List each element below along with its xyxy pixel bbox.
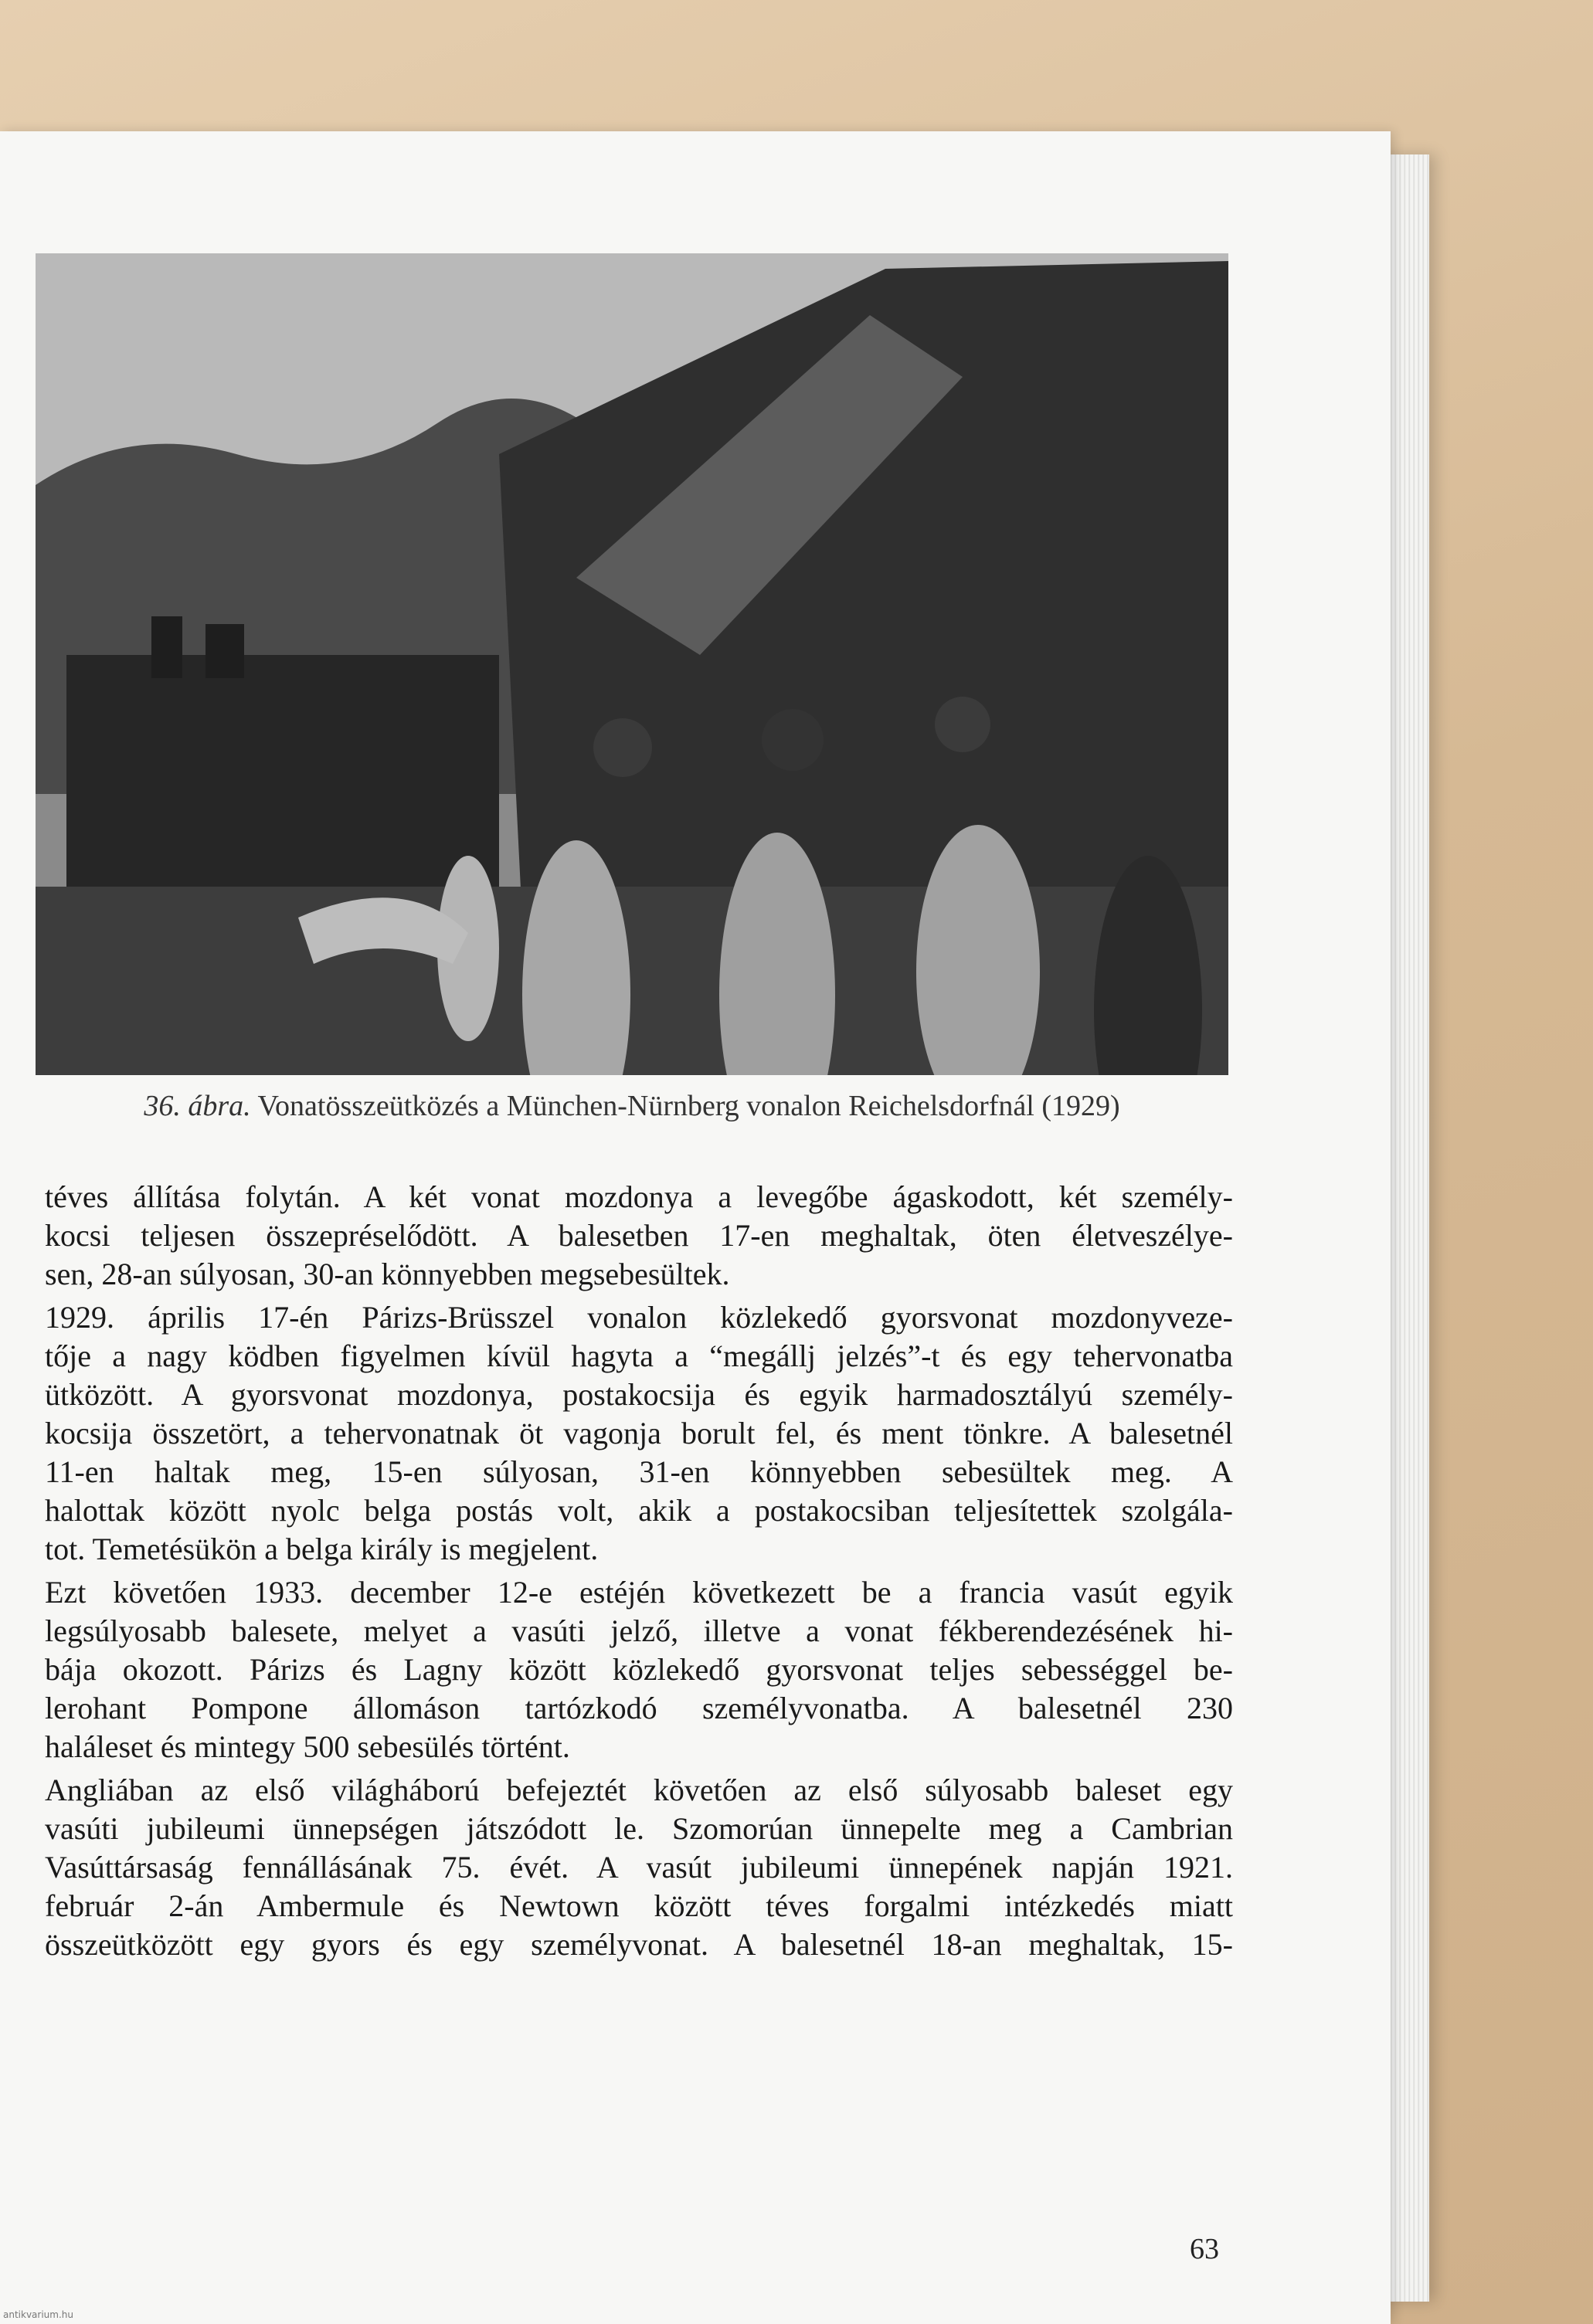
text-line: Angliában az első világháború befejeztét követően az első súlyosabb baleset egy	[45, 1773, 1233, 1807]
paragraph	[45, 1573, 1233, 1766]
figure-label: 36. ábra.	[144, 1090, 251, 1122]
text-line: kocsija összetört, a tehervonatnak öt vagonja borult fel, és ment tönkre. A balesetnél	[45, 1416, 1233, 1450]
text-line: halottak között nyolc belga postás volt, akik a postakocsiban teljesítettek szolgála-	[45, 1493, 1233, 1528]
text-line: lerohant Pompone állomáson tartózkodó személyvonatba. A balesetnél 230	[45, 1691, 1233, 1725]
train-collision-photo	[36, 253, 1228, 1075]
figure-caption-text: Vonatösszeütközés a München-Nürnberg vonalon Reichelsdorfnál (1929)	[257, 1090, 1120, 1122]
paragraph	[45, 1178, 1233, 1294]
text-line: február 2-án Ambermule és Newtown között téves forgalmi intézkedés miatt	[45, 1888, 1233, 1923]
watermark: antikvarium.hu	[3, 2309, 73, 2320]
text-line: összeütközött egy gyors és egy személyvonat. A balesetnél 18-an meghaltak, 15-	[45, 1927, 1233, 1962]
text-line: 1929. április 17-én Párizs-Brüsszel vonalon közlekedő gyorsvonat mozdonyveze-	[45, 1300, 1233, 1335]
text-line: ütközött. A gyorsvonat mozdonya, postakocsija és egyik harmadosztályú személy-	[45, 1377, 1233, 1412]
paragraph	[45, 1298, 1233, 1569]
text-line: Vasúttársaság fennállásának 75. évét. A vasút jubileumi ünnepének napján 1921.	[45, 1850, 1233, 1885]
text-line: tője a nagy ködben figyelmen kívül hagyta a “megállj jelzés”-t és egy tehervonatba	[45, 1338, 1233, 1373]
text-line: vasúti jubileumi ünnepségen játszódott le. Szomorúan ünnepelte meg a Cambrian	[45, 1811, 1233, 1846]
text-line: 11-en haltak meg, 15-en súlyosan, 31-en könnyebben sebesültek meg. A	[45, 1454, 1233, 1489]
text-line: kocsi teljesen összepréselődött. A balesetben 17-en meghaltak, öten életveszélye-	[45, 1218, 1233, 1253]
text-line: téves állítása folytán. A két vonat mozdonya a levegőbe ágaskodott, két személy-	[45, 1179, 1233, 1214]
book-page	[0, 131, 1391, 2324]
page-number: 63	[1190, 2233, 1219, 2265]
figure-caption	[36, 1089, 1228, 1123]
body-text	[45, 1178, 1233, 1969]
text-line: sen, 28-an súlyosan, 30-an könnyebben megsebesültek.	[45, 1257, 730, 1291]
text-line: haláleset és mintegy 500 sebesülés történt.	[45, 1729, 570, 1764]
text-line: Ezt követően 1933. december 12-e estéjén következett be a francia vasút egyik	[45, 1575, 1233, 1610]
text-line: legsúlyosabb balesete, melyet a vasúti jelző, illetve a vonat fékberendezésének hi-	[45, 1613, 1233, 1648]
text-line: bája okozott. Párizs és Lagny között közlekedő gyorsvonat teljes sebességgel be-	[45, 1652, 1233, 1687]
text-line: tot. Temetésükön a belga király is megjelent.	[45, 1532, 599, 1566]
paragraph	[45, 1771, 1233, 1964]
